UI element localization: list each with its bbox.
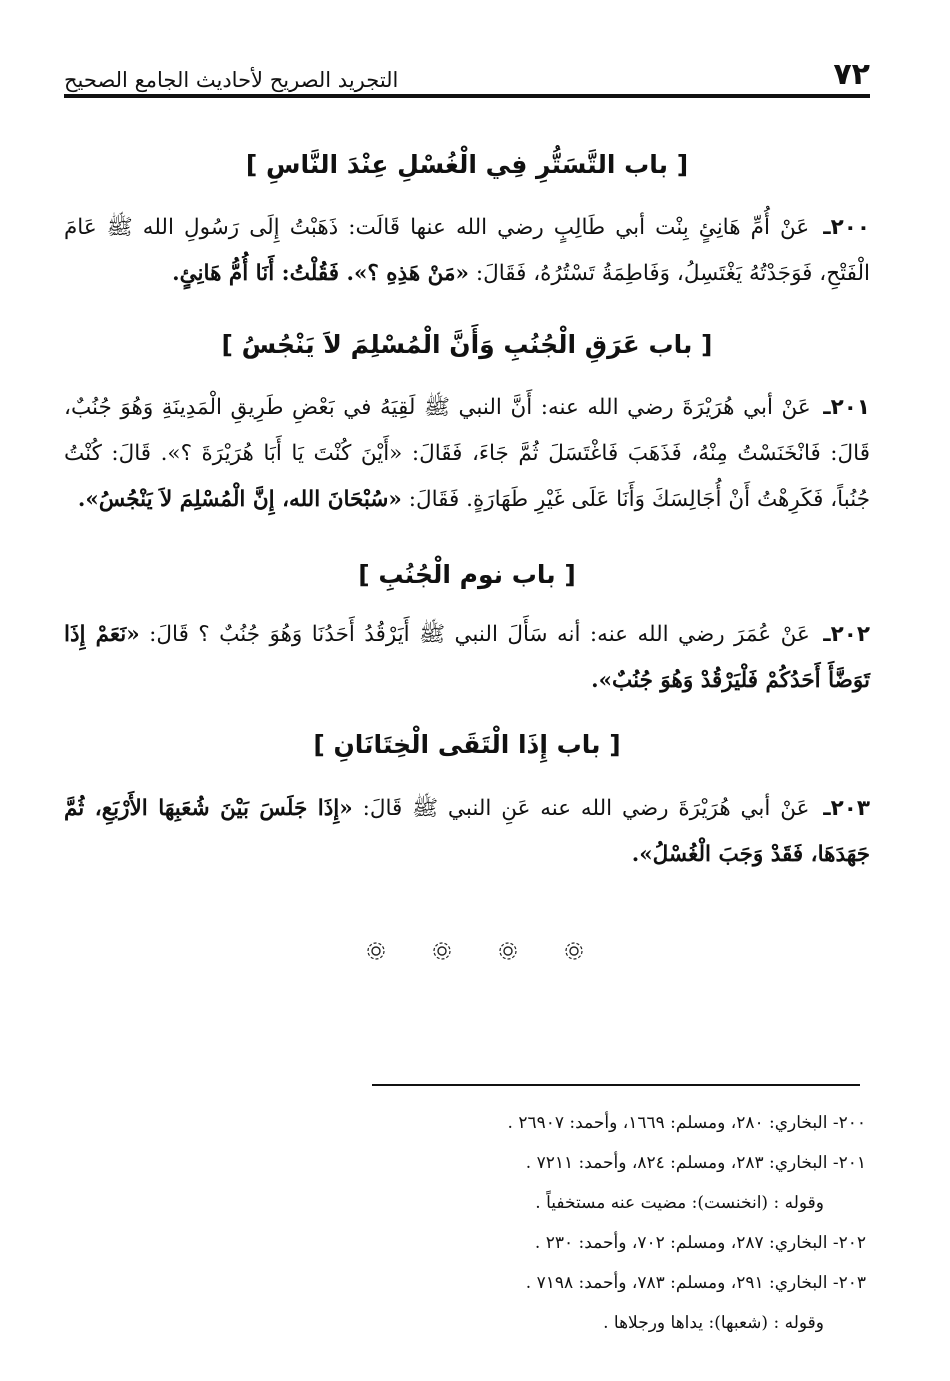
footnote-rule (372, 1084, 860, 1086)
hadith-paragraph (64, 612, 870, 704)
book-title: التجريد الصريح لأحاديث الجامع الصحيح (64, 68, 399, 92)
hadith-number: ٢٠٣ـ (823, 796, 871, 821)
footnote-gloss: وقوله : (انخنست): مضيت عنه مستخفياً . (535, 1193, 824, 1213)
hadith-paragraph (64, 786, 870, 878)
hadith-text: عَنْ أُمِّ هَانِئٍ بِنْت أبي طَالِبٍ رضي الله عنها قَالَت: ذَهَبْتُ إِلَى رَسُولِ الله ﷺ عَامَ الْفَتْحِ، فَوَجَدْتُهُ يَغْتَسِلُ، وَفَاطِمَةُ تَسْتُرُهُ، فَقَالَ: (64, 215, 870, 286)
footnote: ٢٠١- البخاري: ٢٨٣، ومسلم: ٨٢٤، وأحمد: ٧٢١١ . (525, 1153, 866, 1173)
chapter-heading: [ باب عَرَقِ الْجُنُبِ وَأَنَّ الْمُسْلِمَ لاَ يَنْجُسُ ] (221, 330, 713, 359)
hadith-text: عَنْ عُمَرَ رضي الله عنه: أنه سَأَلَ النبي ﷺ أَيَرْقُدُ أَحَدُنَا وَهُوَ جُنُبٌ ؟ قَالَ: (149, 622, 810, 647)
hadith-quote: «مَنْ هَذِهِ ؟». فَقُلْتُ: أَنَا أُمُّ هَانِئٍ. (172, 261, 469, 286)
hadith-paragraph (64, 205, 870, 297)
footnotes (300, 1103, 866, 1343)
hadith-number: ٢٠٢ـ (823, 622, 871, 647)
footnote-gloss: وقوله : (شعبها): يداها ورجلاها . (603, 1313, 824, 1333)
section-end-ornaments (0, 940, 950, 962)
footnote: ٢٠٠- البخاري: ٢٨٠، ومسلم: ١٦٦٩، وأحمد: ٢٦٩٠٧ . (507, 1113, 866, 1133)
footnote: ٢٠٢- البخاري: ٢٨٧، ومسلم: ٧٠٢، وأحمد: ٢٣٠ . (534, 1233, 866, 1253)
header-rule (64, 94, 870, 98)
chapter-heading: [ باب إِذَا الْتَقَى الْخِتَانَانِ ] (313, 730, 621, 759)
hadith-quote: «إِذَا جَلَسَ بَيْنَ شُعَبِهَا الأَرْبَعِ، ثُمَّ جَهَدَهَا، فَقَدْ وَجَبَ الْغُسْلُ». (64, 796, 870, 867)
chapter-heading: [ باب نوم الْجُنُبِ ] (358, 560, 576, 589)
flower-ornament-icon (497, 940, 519, 962)
hadith-quote: «نَعَمْ إِذَا تَوَضَّأَ أَحَدُكُمْ فَلْيَرْقُدْ وَهُوَ جُنُبٌ». (64, 622, 870, 693)
hadith-text: عَنْ أبي هُرَيْرَةَ رضي الله عنه: أَنَّ النبي ﷺ لَقِيَهُ في بَعْضِ طَرِيقِ الْمَدِينَةِ وَهُوَ جُنُبٌ، قَالَ: فَانْخَنَسْتُ مِنْهُ، فَذَهَبَ فَاغْتَسَلَ ثُمَّ جَاءَ، فَقَالَ: «أَيْنَ كُنْتَ يَا أَبَا هُرَيْرَةَ ؟». قَالَ: كُنْتُ جُنُباً، فَكَرِهْتُ أَنْ أُجَالِسَكَ وَأَنَا عَلَى غَيْرِ طَهَارَةٍ. فَقَالَ: (64, 395, 870, 512)
flower-ornament-icon (563, 940, 585, 962)
hadith-number: ٢٠٠ـ (823, 215, 870, 240)
hadith-paragraph (64, 385, 870, 523)
hadith-quote: «سُبْحَانَ الله، إِنَّ الْمُسْلِمَ لاَ يَنْجُسُ». (77, 487, 402, 512)
running-head (64, 52, 870, 92)
hadith-number: ٢٠١ـ (823, 395, 870, 420)
footnote: ٢٠٣- البخاري: ٢٩١، ومسلم: ٧٨٣، وأحمد: ٧١٩٨ . (525, 1273, 866, 1293)
hadith-text: عَنْ أبي هُرَيْرَةَ رضي الله عنه عَنِ النبي ﷺ قَالَ: (362, 796, 810, 821)
flower-ornament-icon (365, 940, 387, 962)
flower-ornament-icon (431, 940, 453, 962)
chapter-heading: [ باب التَّسَتُّرِ فِي الْغُسْلِ عِنْدَ النَّاسِ ] (245, 150, 689, 179)
page-number: ٧٢ (833, 57, 870, 92)
